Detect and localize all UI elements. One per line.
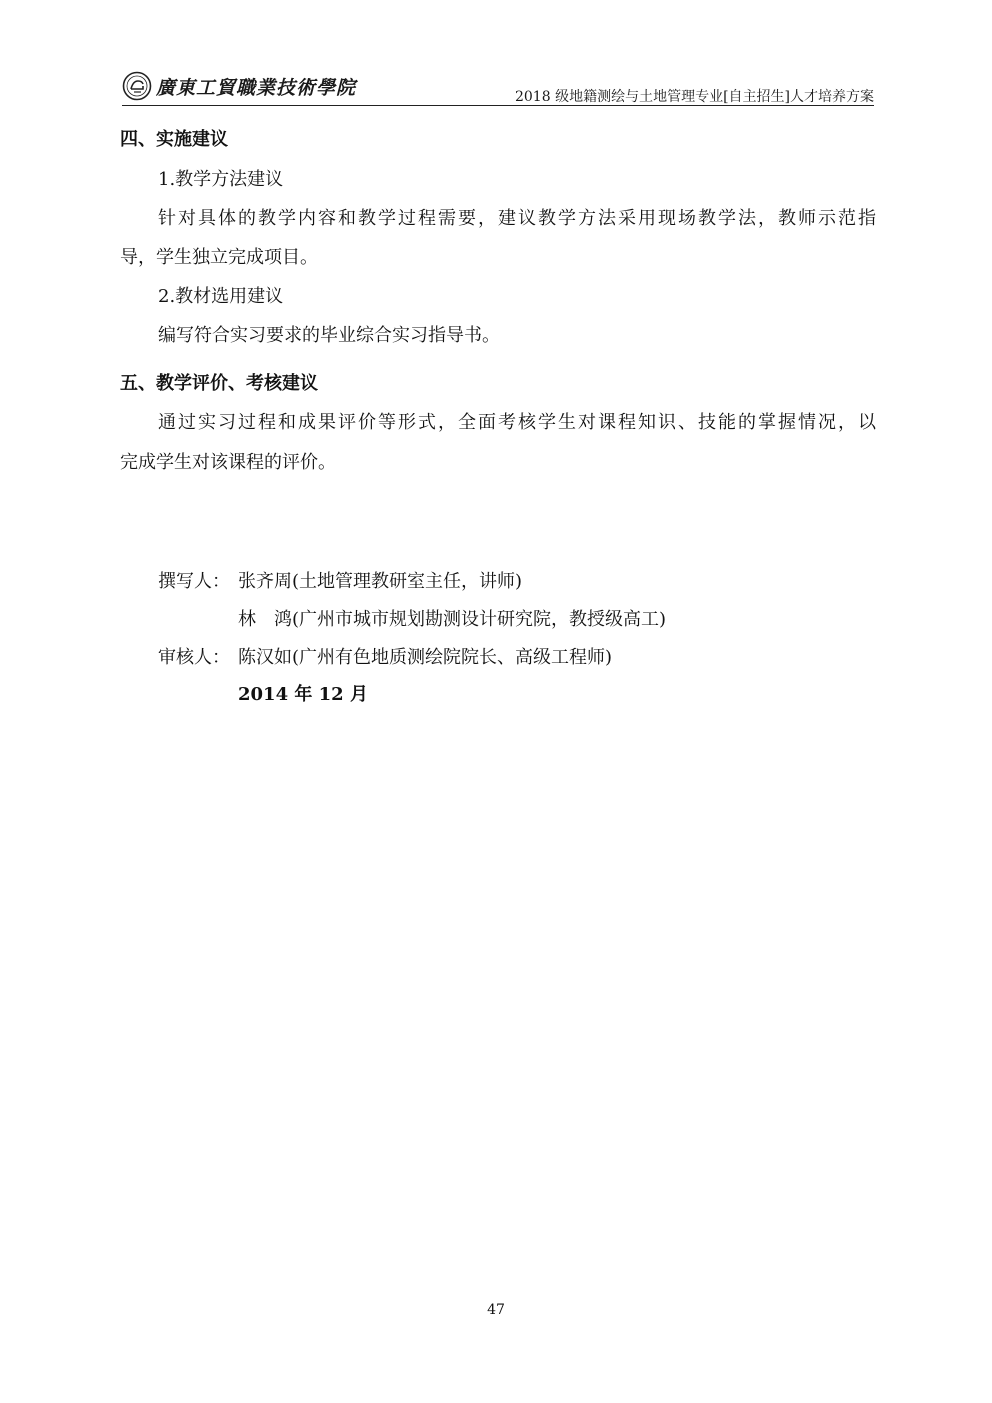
document-title: 2018 级地籍测绘与土地管理专业[自主招生]人才培养方案: [514, 89, 874, 105]
author-name-2: 林 鸿(广州市城市规划勘测设计研究院，教授级高工): [238, 609, 667, 630]
page-number: 47: [487, 1302, 505, 1318]
school-name-logotype: 廣東工貿職業技術學院: [156, 76, 357, 99]
page-header: [122, 68, 874, 108]
subheading-teaching-methods: 1.教学方法建议: [158, 169, 284, 190]
subheading-textbook-selection: 2.教材选用建议: [158, 286, 284, 307]
paragraph-textbook-selection: 编写符合实习要求的毕业综合实习指导书。: [158, 325, 500, 346]
reviewer-name: 陈汉如(广州有色地质测绘院院长、高级工程师): [238, 647, 613, 668]
section-heading-implementation: 四、实施建议: [120, 129, 228, 150]
section-heading-evaluation: 五、教学评价、考核建议: [120, 373, 318, 394]
signature-date: 2014 年 12 月: [238, 684, 368, 705]
paragraph-evaluation-line2: 完成学生对该课程的评价。: [120, 452, 336, 473]
school-logo: [122, 70, 356, 102]
paragraph-evaluation-line1: 通过实习过程和成果评价等形式，全面考核学生对课程知识、技能的掌握情况，以: [158, 412, 876, 433]
school-emblem-icon: [122, 71, 152, 101]
author-label: 撰写人：: [158, 571, 230, 592]
reviewer-label: 审核人：: [158, 647, 230, 668]
paragraph-teaching-methods-line1: 针对具体的教学内容和教学过程需要，建议教学方法采用现场教学法，教师示范指: [158, 208, 876, 229]
header-divider: [122, 105, 874, 106]
author-name-1: 张齐周(土地管理教研室主任，讲师): [238, 571, 523, 592]
paragraph-teaching-methods-line2: 导，学生独立完成项目。: [120, 247, 318, 268]
